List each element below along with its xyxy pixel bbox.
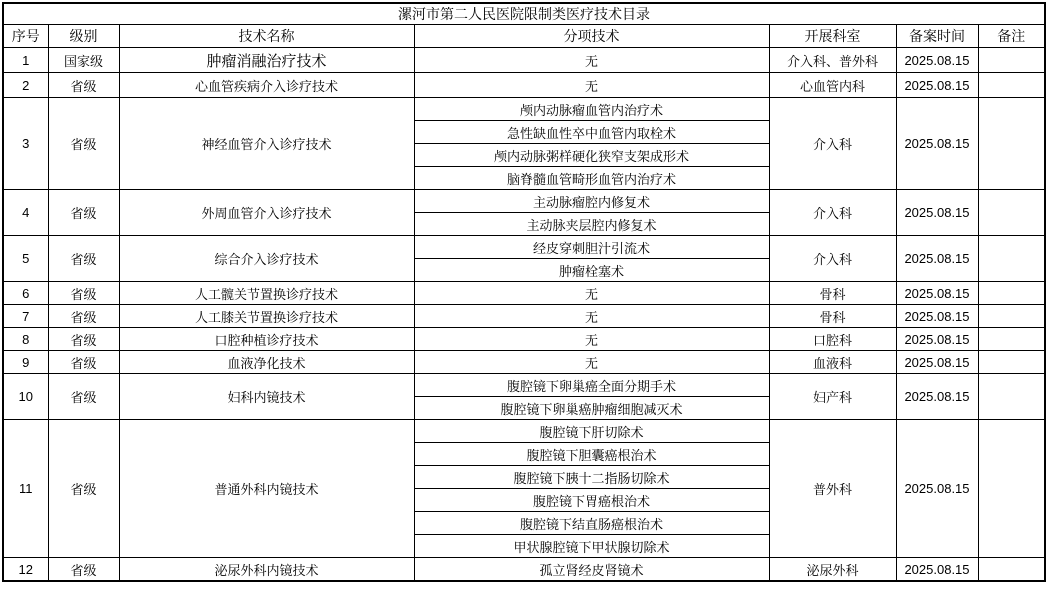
cell-date: 2025.08.15 (896, 328, 978, 351)
cell-tech-name: 血液净化技术 (119, 351, 414, 374)
cell-no: 4 (3, 190, 48, 236)
cell-note (978, 374, 1045, 420)
cell-dept: 血液科 (769, 351, 896, 374)
cell-subitem: 腹腔镜下肝切除术 (414, 420, 769, 443)
cell-subitem: 无 (414, 48, 769, 73)
cell-no: 12 (3, 558, 48, 582)
cell-level: 省级 (48, 282, 119, 305)
cell-date: 2025.08.15 (896, 98, 978, 190)
cell-level: 省级 (48, 305, 119, 328)
cell-dept: 口腔科 (769, 328, 896, 351)
cell-tech-name: 泌尿外科内镜技术 (119, 558, 414, 582)
cell-level: 省级 (48, 328, 119, 351)
cell-note (978, 351, 1045, 374)
table-body (3, 48, 1045, 582)
cell-dept: 介入科 (769, 236, 896, 282)
cell-level: 省级 (48, 558, 119, 582)
cell-subitem: 无 (414, 328, 769, 351)
cell-dept: 介入科 (769, 98, 896, 190)
cell-subitem: 腹腔镜下结直肠癌根治术 (414, 512, 769, 535)
cell-date: 2025.08.15 (896, 558, 978, 582)
table-row (3, 48, 1045, 73)
cell-tech-name: 肿瘤消融治疗技术 (119, 48, 414, 73)
cell-date: 2025.08.15 (896, 236, 978, 282)
table-row (3, 98, 1045, 121)
catalog-table (2, 2, 1046, 582)
cell-tech-name: 普通外科内镜技术 (119, 420, 414, 558)
cell-dept: 妇产科 (769, 374, 896, 420)
cell-subitem: 主动脉瘤腔内修复术 (414, 190, 769, 213)
table-row (3, 305, 1045, 328)
cell-note (978, 98, 1045, 190)
cell-date: 2025.08.15 (896, 190, 978, 236)
table-title: 漯河市第二人民医院限制类医疗技术目录 (3, 3, 1045, 25)
cell-subitem: 甲状腺腔镜下甲状腺切除术 (414, 535, 769, 558)
cell-level: 省级 (48, 374, 119, 420)
cell-subitem: 经皮穿刺胆汁引流术 (414, 236, 769, 259)
cell-note (978, 420, 1045, 558)
table-row (3, 351, 1045, 374)
cell-note (978, 328, 1045, 351)
cell-no: 7 (3, 305, 48, 328)
cell-no: 1 (3, 48, 48, 73)
table-row (3, 558, 1045, 582)
cell-subitem: 颅内动脉瘤血管内治疗术 (414, 98, 769, 121)
cell-subitem: 腹腔镜下卵巢癌肿瘤细胞减灭术 (414, 397, 769, 420)
cell-tech-name: 心血管疾病介入诊疗技术 (119, 73, 414, 98)
cell-dept: 普外科 (769, 420, 896, 558)
cell-no: 9 (3, 351, 48, 374)
cell-subitem: 脑脊髓血管畸形血管内治疗术 (414, 167, 769, 190)
table-row (3, 420, 1045, 443)
table-row (3, 190, 1045, 213)
column-header-no: 序号 (3, 25, 48, 48)
cell-level: 省级 (48, 420, 119, 558)
cell-tech-name: 神经血管介入诊疗技术 (119, 98, 414, 190)
cell-tech-name: 外周血管介入诊疗技术 (119, 190, 414, 236)
table-row (3, 282, 1045, 305)
cell-subitem: 无 (414, 282, 769, 305)
cell-note (978, 48, 1045, 73)
cell-no: 3 (3, 98, 48, 190)
cell-subitem: 无 (414, 73, 769, 98)
cell-dept: 介入科 (769, 190, 896, 236)
cell-date: 2025.08.15 (896, 420, 978, 558)
cell-no: 5 (3, 236, 48, 282)
cell-subitem: 肿瘤栓塞术 (414, 259, 769, 282)
cell-date: 2025.08.15 (896, 73, 978, 98)
cell-dept: 骨科 (769, 282, 896, 305)
cell-level: 省级 (48, 236, 119, 282)
column-header-tech-name: 技术名称 (119, 25, 414, 48)
cell-subitem: 主动脉夹层腔内修复术 (414, 213, 769, 236)
cell-no: 8 (3, 328, 48, 351)
table-row (3, 374, 1045, 397)
cell-tech-name: 妇科内镜技术 (119, 374, 414, 420)
cell-note (978, 73, 1045, 98)
cell-note (978, 190, 1045, 236)
header-row (3, 25, 1045, 48)
cell-note (978, 558, 1045, 582)
cell-note (978, 282, 1045, 305)
cell-no: 10 (3, 374, 48, 420)
table-row (3, 73, 1045, 98)
cell-subitem: 腹腔镜下胰十二指肠切除术 (414, 466, 769, 489)
cell-date: 2025.08.15 (896, 282, 978, 305)
table-row (3, 328, 1045, 351)
column-header-date: 备案时间 (896, 25, 978, 48)
cell-note (978, 236, 1045, 282)
table-row (3, 236, 1045, 259)
cell-no: 2 (3, 73, 48, 98)
cell-note (978, 305, 1045, 328)
cell-level: 省级 (48, 98, 119, 190)
cell-level: 省级 (48, 351, 119, 374)
cell-subitem: 腹腔镜下卵巢癌全面分期手术 (414, 374, 769, 397)
cell-level: 国家级 (48, 48, 119, 73)
column-header-note: 备注 (978, 25, 1045, 48)
cell-subitem: 腹腔镜下胆囊癌根治术 (414, 443, 769, 466)
cell-dept: 骨科 (769, 305, 896, 328)
cell-subitem: 孤立肾经皮肾镜术 (414, 558, 769, 582)
title-row (3, 3, 1045, 25)
cell-level: 省级 (48, 73, 119, 98)
cell-tech-name: 综合介入诊疗技术 (119, 236, 414, 282)
cell-dept: 介入科、普外科 (769, 48, 896, 73)
cell-tech-name: 人工髋关节置换诊疗技术 (119, 282, 414, 305)
cell-dept: 泌尿外科 (769, 558, 896, 582)
cell-date: 2025.08.15 (896, 305, 978, 328)
cell-dept: 心血管内科 (769, 73, 896, 98)
column-header-dept: 开展科室 (769, 25, 896, 48)
column-header-level: 级别 (48, 25, 119, 48)
cell-subitem: 急性缺血性卒中血管内取栓术 (414, 121, 769, 144)
cell-no: 11 (3, 420, 48, 558)
cell-date: 2025.08.15 (896, 351, 978, 374)
cell-subitem: 颅内动脉粥样硬化狭窄支架成形术 (414, 144, 769, 167)
cell-subitem: 无 (414, 351, 769, 374)
column-header-subitem: 分项技术 (414, 25, 769, 48)
cell-tech-name: 人工膝关节置换诊疗技术 (119, 305, 414, 328)
cell-tech-name: 口腔种植诊疗技术 (119, 328, 414, 351)
cell-no: 6 (3, 282, 48, 305)
cell-subitem: 腹腔镜下胃癌根治术 (414, 489, 769, 512)
cell-date: 2025.08.15 (896, 374, 978, 420)
cell-subitem: 无 (414, 305, 769, 328)
cell-date: 2025.08.15 (896, 48, 978, 73)
cell-level: 省级 (48, 190, 119, 236)
